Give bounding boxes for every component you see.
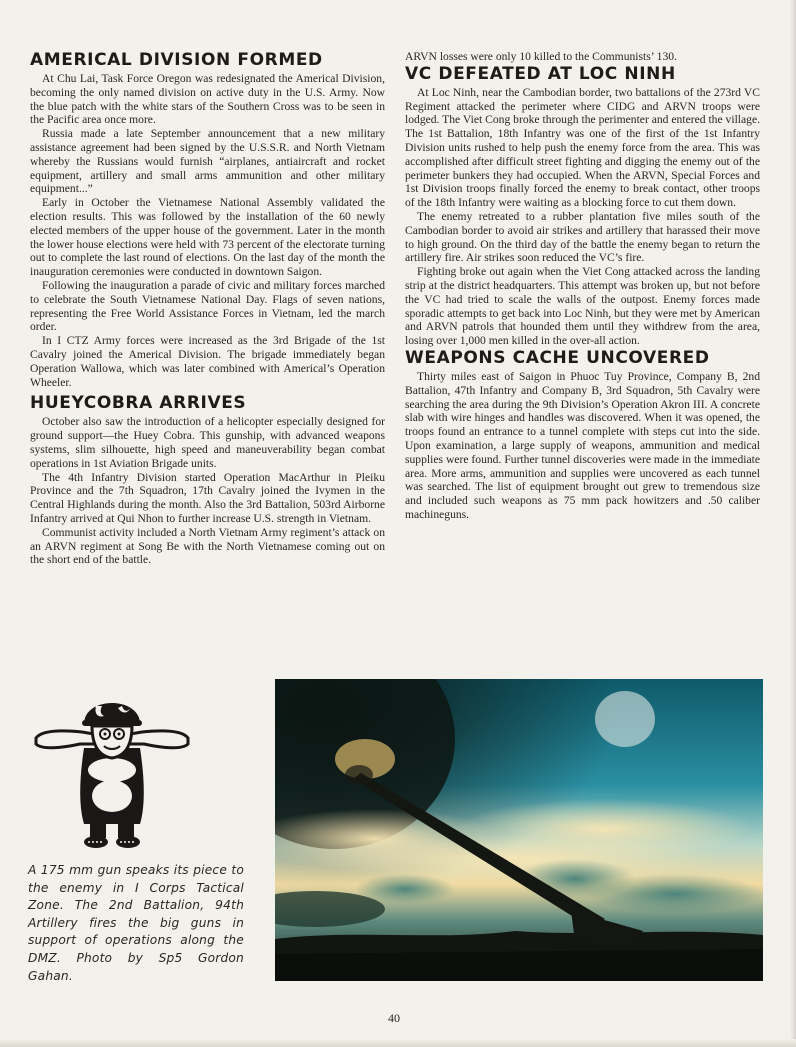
photo-caption: A 175 mm gun speaks its piece to the enemy in I Corps Tactical Zone. The 2nd Battalion, 94th Artillery fires the big guns in support of operations along the DMZ. Photo by Sp5 Gordon Gahan.: [28, 863, 244, 983]
article-weapons-cache: [405, 348, 760, 522]
artillery-photo: [275, 679, 763, 981]
page-number: 40: [388, 1011, 400, 1025]
heading-hueycobra: HUEYCOBRA ARRIVES: [30, 393, 247, 414]
heading-weapons-cache: WEAPONS CACHE UNCOVERED: [405, 347, 710, 368]
page-bottom-edge: [0, 1039, 796, 1047]
paragraph: At Chu Lai, Task Force Oregon was redesignated the Americal Division, becoming the only named division on active duty in the U.S. Army. Now the blue patch with the white stars of the Southern Cross was to be seen in the Pacific area once more.: [30, 72, 385, 127]
left-column: [30, 50, 385, 567]
paragraph: Thirty miles east of Saigon in Phuoc Tuy Province, Company B, 2nd Battalion, 47th Infantry and Company B, 3rd Squadron, 5th Cavalry were searching the area during the 9th Division’s Operation Akron III. A concrete slab with wire hinges and handles was discovered. When it was opened, the troops found an entrance to a tunnel complete with steps cut into the side. Upon examination, a large supply of weapons, ammunition and medical supplies were found. Further tunnel discoveries were made in the immediate area. More arms, ammunition and supplies were uncovered as each tunnel was searched. The list of equipment brought out grew to tremendous size and included such weapons as 75 mm pack howitzers and .50 caliber machineguns.: [405, 369, 760, 521]
artillery-gun-silhouette-image: [275, 679, 763, 981]
article-hueycobra: [30, 393, 385, 567]
heading-americal-division: AMERICAL DIVISION FORMED: [30, 50, 323, 70]
paragraph: At Loc Ninh, near the Cambodian border, two battalions of the 273rd VC Regiment attacked the perimeter where CIDG and ARVN troops were lodged. The Viet Cong broke through the perimenter and entered the village. The 1st Battalion, 18th Infantry was one of the first of the 1st Infantry Division units rushed to help push the enemy force from the area. This was accomplished after difficult street fighting and digging the enemy out of the perimeter bunkers they had occupied. When the ARVN, Special Forces and 1st Division troops finally forced the enemy to break contact, other troops of the 18th Infantry were waiting as a blocking force to cut them down.: [405, 85, 760, 210]
paragraph: Fighting broke out again when the Viet Cong attacked across the landing strip at the district headquarters. This attempt was broken up, but not before the VC had tried to scale the walls of the outpost. Enemy forces made sporadic attempts to get back into Loc Ninh, but they were met by American and ARVN patrols that hounded them until they withdrew from the area, losing over 1,000 men killed in the over-all action.: [405, 265, 760, 348]
article-americal-division: [30, 50, 385, 389]
paragraph: The 4th Infantry Division started Operation MacArthur in Pleiku Province and the 7th Squadron, 17th Cavalry joined the Ivymen in the Central Highlands during the month. Also the 3rd Battalion, 503rd Airborne Infantry arrived at Qui Nhon to further increase U.S. strength in Vietnam.: [30, 470, 385, 525]
paragraph: Following the inauguration a parade of civic and military forces marched to celebrate the South Vietnamese National Day. Flags of seven nations, representing the Free World Assistance Forces in Vietnam, led the march order.: [30, 278, 385, 334]
paragraph: October also saw the introduction of a helicopter especially designed for ground support—the Huey Cobra. This gunship, with advanced weapons systems, slim silhouette, high speed and maneuverability began combat operations in 1st Aviation Brigade units.: [30, 415, 385, 470]
paragraph: The enemy retreated to a rubber plantation five miles south of the Cambodian border to avoid air strikes and artillery that harassed their move to high ground. On the third day of the battle the enemy began to return the artillery fire. Air strikes soon reduced the VC’s fire.: [405, 209, 760, 265]
page-edge-shadow: [790, 0, 796, 1047]
continued-paragraph: ARVN losses were only 10 killed to the Communists’ 130.: [405, 50, 677, 63]
paragraph: Communist activity included a North Vietnam Army regiment’s attack on an ARVN regiment at Song Be with the North Vietnamese coming out on the short end of the battle.: [30, 525, 385, 567]
paragraph: In I CTZ Army forces were increased as the 3rd Brigade of the 1st Cavalry joined the Americal Division. The brigade immediately began Operation Wallowa, which was later combined with Americal’s Operation Wheeler.: [30, 334, 385, 389]
paragraph: Early in October the Vietnamese National Assembly validated the election results. This was followed by the installation of the 60 newly elected members of the upper house of the government. Later in the month the lower house elections were held with 73 percent of the electorate turning out to complete the last round of elections. On the last day of the month the inauguration ceremonies were conducted in downtown Saigon.: [30, 196, 385, 279]
paragraph: Russia made a late September announcement that a new military assistance agreement had been signed by the U.S.S.R. and North Vietnam whereby the Russians would furnish “airplanes, antiaircraft and rocket equipment, artillery and small arms ammunition and other military equipment...”: [30, 127, 385, 196]
right-column: [405, 50, 760, 522]
cartoon-soldier-illustration: [32, 684, 192, 850]
soldier-plugging-ears-icon: [32, 684, 192, 850]
article-loc-ninh: [405, 64, 760, 348]
heading-loc-ninh: VC DEFEATED AT LOC NINH: [405, 63, 676, 84]
